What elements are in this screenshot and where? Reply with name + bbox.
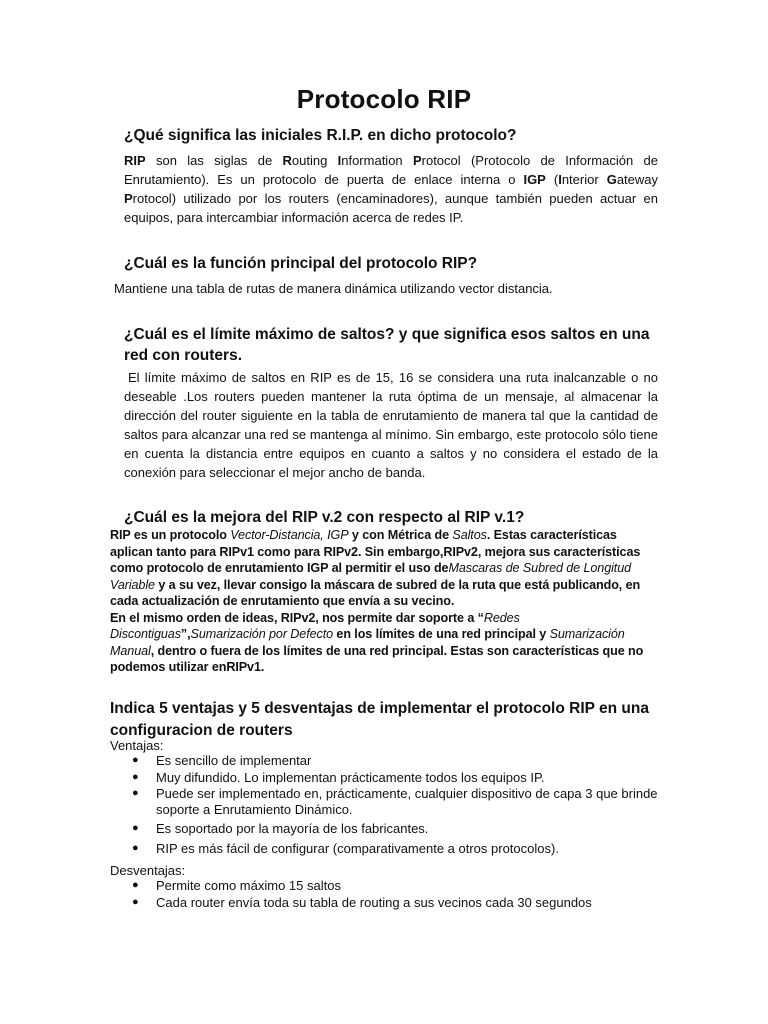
list-item-text: Permite como máximo 15 saltos <box>156 878 341 893</box>
answer-2: Mantiene una tabla de rutas de manera dinámica utilizando vector distancia. <box>114 281 553 296</box>
list-item-text: Es soportado por la mayoría de los fabricantes. <box>156 821 429 836</box>
answer-1-text: son las siglas de <box>145 153 283 168</box>
list-item <box>110 821 670 837</box>
list-item-text: Cada router envía toda su tabla de routing a sus vecinos cada 30 segundos <box>156 894 592 910</box>
answer-1-text: ateway <box>616 172 659 187</box>
bold-letter: R <box>282 153 292 168</box>
question-5-line-1: Indica 5 ventajas y 5 desventajas de implementar el protocolo RIP en una <box>110 700 649 717</box>
question-3-line-1: ¿Cuál es el límite máximo de saltos? y que significa esos saltos en una <box>124 326 650 343</box>
list-item <box>110 770 670 786</box>
bullet-icon: ● <box>132 754 139 766</box>
desventajas-list <box>110 878 670 911</box>
desventajas-label: Desventajas: <box>110 863 186 878</box>
question-5-line-2: configuracion de routers <box>110 722 293 739</box>
bullet-icon: ● <box>132 895 139 908</box>
list-item <box>110 878 670 894</box>
bold-rip: RIP <box>124 153 146 168</box>
question-1: ¿Qué significa las iniciales R.I.P. en dicho protocolo? <box>124 127 517 144</box>
answer-1-text: ( <box>545 172 559 187</box>
bullet-icon: ● <box>132 879 139 891</box>
answer-4-italic: Redes Discontiguas <box>110 610 520 641</box>
answer-1-text: rotocol) utilizado por los routers (encaminadores), aunque también pueden actuar en equipos, para intercambiar información acerca de redes IP. <box>124 191 658 225</box>
question-5 <box>110 698 670 742</box>
answer-4-text: y a su vez, llevar consigo la máscara de subred de la ruta que está publicando, en cada actualización de enrutamiento que envía a su vecino. <box>110 577 641 608</box>
ventajas-list <box>110 753 670 857</box>
list-item-text: Muy difundido. Lo implementan prácticamente todos los equipos IP. <box>156 769 545 785</box>
answer-4-text: RIP es un protocolo <box>110 528 231 542</box>
answer-1-text: nterior <box>561 172 607 187</box>
list-item <box>110 895 670 911</box>
answer-4-text: y con Métrica de <box>348 528 453 542</box>
answer-4-italic: Sumarización por Defecto <box>190 627 334 641</box>
bullet-icon: ● <box>132 822 139 834</box>
answer-4-text: En el mismo orden de ideas, RIPv2, nos permite dar soporte a “ <box>110 610 484 625</box>
bold-letter: I <box>337 153 342 168</box>
list-item-text: Es sencillo de implementar <box>156 753 312 768</box>
ventajas-label: Ventajas: <box>110 738 164 753</box>
answer-1-text: nformation <box>341 153 413 168</box>
list-item <box>110 841 670 857</box>
list-item-text: Puede ser implementado en, prácticamente, cualquier dispositivo de capa 3 que brinde soporte a Enrutamiento Dinámico. <box>156 786 658 817</box>
question-2: ¿Cuál es la función principal del protocolo RIP? <box>124 255 478 272</box>
answer-4-italic: Mascaras de Subred de Longitud Variable <box>110 561 631 592</box>
bold-letter: I <box>558 172 562 187</box>
page-title: Protocolo RIP <box>296 84 472 114</box>
bold-igp: IGP <box>523 172 546 187</box>
question-3-line-2: red con routers. <box>124 347 242 364</box>
answer-1-text: rotocol (Protocolo de Información de Enrutamiento). Es un protocolo de puerta de enlace interna o <box>124 153 658 187</box>
list-item <box>110 786 670 817</box>
answer-4-text: . Estas características aplican tanto para RIPv1 como para RIPv2. Sin embargo,RIPv2, mejora sus características como protocolo de enrutamiento IGP al permitir el uso de <box>110 528 641 575</box>
list-item-text: RIP es más fácil de configurar (comparativamente a otros protocolos). <box>156 840 559 856</box>
answer-4-italic: Sumarización Manual <box>110 627 625 658</box>
answer-1 <box>124 151 658 227</box>
answer-1-text: outing <box>291 153 338 168</box>
answer-4-text: , dentro o fuera de los límites de una red principal. Estas son características que no podemos utilizar enRIPv1. <box>110 643 644 674</box>
bullet-icon: ● <box>132 770 139 783</box>
answer-4-text: en los límites de una red principal y <box>333 627 550 641</box>
answer-4 <box>110 527 650 676</box>
answer-4-text: ”, <box>180 627 191 641</box>
list-item <box>110 753 670 769</box>
bold-letter: G <box>606 172 617 187</box>
answer-3: El límite máximo de saltos en RIP es de 15, 16 se considera una ruta inalcanzable o no deseable .Los routers pueden mantener la ruta óptima de un mensaje, al almacenar la dirección del router siguiente en la tabla de enrutamiento de manera tal que la cantidad de saltos para alcanzar una red se mantenga al mínimo. Sin embargo, este protocolo sólo tiene en cuenta la distancia entre equipos en cuanto a saltos y no considera el estado de la conexión para seleccionar el mejor ancho de banda. <box>124 370 658 480</box>
bold-letter: P <box>412 153 422 168</box>
bullet-icon: ● <box>132 787 139 799</box>
question-4: ¿Cuál es la mejora del RIP v.2 con respecto al RIP v.1? <box>124 509 525 526</box>
answer-4-italic: Vector-Distancia, IGP <box>230 528 349 542</box>
bullet-icon: ● <box>132 841 139 854</box>
bold-letter: P <box>124 191 133 206</box>
question-3 <box>124 324 664 366</box>
answer-4-italic: Saltos <box>452 528 487 542</box>
